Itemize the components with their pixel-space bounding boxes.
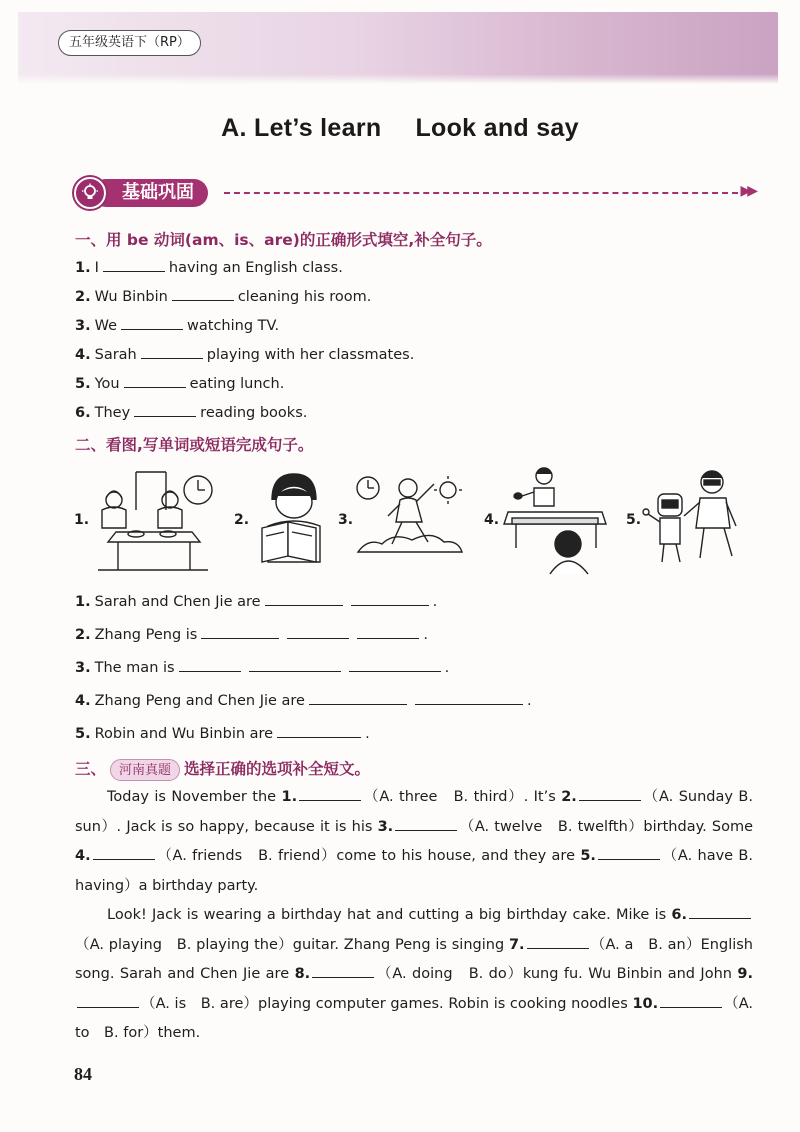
part2-item: 5. Robin and Wu Binbin are .	[75, 726, 370, 742]
answer-blank[interactable]	[660, 994, 722, 1008]
answer-blank[interactable]	[93, 846, 155, 860]
passage-paragraph-2: Look! Jack is wearing a birthday hat and cutting a big birthday cake. Mike is 6.（A. playing B. playing the）guitar. Zhang Peng is singing 7. （A. a B. an）English song. Sarah and Chen Jie are 8. （A. doing B. do）kung fu. Wu Binbin and John 9.（A. is B. are）playing computer games. Robin is cooking noodles 10. （A. to B. for）them.	[75, 907, 753, 1041]
passage-paragraph-1: Today is November the 1. （A. three B. third）. It’s 2. （A. Sunday B. sun）. Jack is so happy, because it is his 3. （A. twelve B. twelfth）birthday. Some 4. （A. friends B. friend）come to his house, and they are 5. （A. have B. having）a birthday party.	[75, 789, 753, 894]
part2-item: 4. Zhang Peng and Chen Jie are .	[75, 693, 532, 709]
answer-blank[interactable]	[299, 787, 361, 801]
title-part1: A. Let’s learn	[221, 114, 382, 142]
page-number: 84	[74, 1064, 92, 1084]
answer-blank[interactable]	[689, 905, 751, 919]
answer-blank[interactable]	[141, 345, 203, 359]
answer-blank[interactable]	[312, 964, 374, 978]
pic-label: 2.	[234, 512, 250, 528]
dashed-divider	[224, 192, 738, 194]
part1-item: 3. We watching TV.	[75, 318, 280, 334]
answer-blank[interactable]	[598, 846, 660, 860]
part1-item: 2. Wu Binbin cleaning his room.	[75, 289, 372, 305]
part1-item: 6. They reading books.	[75, 405, 308, 421]
part1-item: 1. I having an English class.	[75, 260, 343, 276]
answer-blank[interactable]	[201, 625, 279, 639]
part3-heading: 三、 河南真题 选择正确的选项补全短文。	[75, 757, 370, 781]
reading-book-picture	[250, 466, 330, 566]
pic-label: 3.	[338, 512, 354, 528]
part1-heading: 一、用 be 动词(am、is、are)的正确形式填空,补全句子。	[75, 231, 492, 249]
section-label: 基础巩固	[92, 179, 208, 207]
answer-blank[interactable]	[172, 287, 234, 301]
title-part2: Look and say	[415, 114, 579, 142]
answer-blank[interactable]	[415, 691, 523, 705]
answer-blank[interactable]	[249, 658, 341, 672]
answer-blank[interactable]	[121, 316, 183, 330]
lightbulb-icon	[74, 177, 106, 209]
answer-blank[interactable]	[287, 625, 349, 639]
kung-fu-picture	[354, 466, 466, 566]
series-label: 五年级英语下（RP）	[58, 30, 201, 56]
answer-blank[interactable]	[265, 592, 343, 606]
answer-blank[interactable]	[351, 592, 429, 606]
answer-blank[interactable]	[134, 403, 196, 417]
section-bar	[74, 176, 754, 210]
answer-blank[interactable]	[579, 787, 641, 801]
part2-heading: 二、看图,写单词或短语完成句子。	[75, 436, 314, 454]
answer-blank[interactable]	[349, 658, 441, 672]
answer-blank[interactable]	[77, 994, 139, 1008]
answer-blank[interactable]	[179, 658, 241, 672]
part1-item: 4. Sarah playing with her classmates.	[75, 347, 415, 363]
answer-blank[interactable]	[357, 625, 419, 639]
robot-and-boy-picture	[640, 466, 744, 570]
double-arrow-icon: ▶▶	[740, 183, 754, 199]
page-title	[0, 114, 800, 143]
eating-lunch-picture	[88, 466, 214, 574]
part1-item: 5. You eating lunch.	[75, 376, 285, 392]
pic-label: 4.	[484, 512, 500, 528]
part2-item: 2. Zhang Peng is .	[75, 627, 428, 643]
answer-blank[interactable]	[103, 258, 165, 272]
answer-blank[interactable]	[527, 935, 589, 949]
henan-exam-tag: 河南真题	[110, 759, 180, 781]
pic-label: 1.	[74, 512, 90, 528]
answer-blank[interactable]	[277, 724, 361, 738]
ping-pong-picture	[500, 466, 610, 576]
pic-label: 5.	[626, 512, 642, 528]
part2-item: 3. The man is .	[75, 660, 450, 676]
answer-blank[interactable]	[124, 374, 186, 388]
picture-row	[74, 466, 754, 578]
part2-item: 1. Sarah and Chen Jie are .	[75, 594, 438, 610]
answer-blank[interactable]	[395, 817, 457, 831]
answer-blank[interactable]	[309, 691, 407, 705]
